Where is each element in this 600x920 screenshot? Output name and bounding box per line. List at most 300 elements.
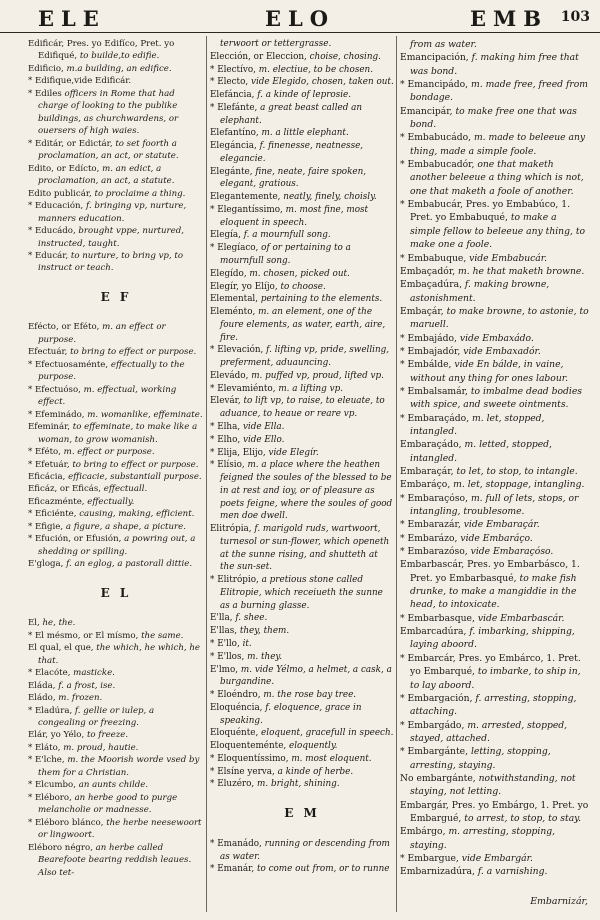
dictionary-entry <box>400 825 590 852</box>
entry-definition: m. most fine, most eloquent in speech. <box>220 204 369 228</box>
entry-headword: * Elcumbo, <box>28 780 76 791</box>
entry-definition: the which, he which, he that. <box>38 643 200 666</box>
entry-definition: letting, stopping, arresting, staying. <box>410 746 551 771</box>
dictionary-entry <box>28 742 204 754</box>
dictionary-entry <box>28 792 204 817</box>
entry-definition: vide Embaráço. <box>460 532 533 544</box>
entry-definition: m. a place where the heathen feigned the soules of the blessed to be in at rest and ioy, or of pleasure as poets feigne, where the soules of good men doe dwell. <box>220 460 393 522</box>
dictionary-entry <box>210 421 394 434</box>
entry-headword: Elár, yo Yélo, <box>28 730 85 741</box>
entry-headword: * Emancipádo, <box>400 79 469 91</box>
dictionary-entry <box>28 38 204 63</box>
dictionary-entry <box>210 740 394 753</box>
entry-definition: one that maketh another beleeue a thing which is not, one that maketh a foole of another. <box>410 159 584 197</box>
dictionary-entry <box>400 772 590 799</box>
entry-headword: * Embálde, <box>400 359 452 371</box>
dictionary-entry <box>400 558 590 611</box>
entry-headword: * Embargánte, <box>400 746 469 758</box>
dictionary-entry <box>400 532 590 545</box>
dictionary-entry <box>400 799 590 826</box>
entry-headword: * E'llos, <box>210 651 245 662</box>
entry-definition: m. puffed vp, proud, lifted vp. <box>251 370 384 381</box>
entry-definition: m.a building, an edifice. <box>66 63 172 74</box>
entry-definition: neatly, finely, choisly. <box>283 192 377 203</box>
dictionary-entry <box>28 321 204 346</box>
dictionary-entry <box>210 459 394 523</box>
entry-headword: Elegantemente, <box>210 192 281 203</box>
entry-headword: Eláda, <box>28 680 56 691</box>
section-heading: E F <box>100 289 132 304</box>
dictionary-entry <box>400 865 590 878</box>
entry-headword: * Embaraçóso, <box>400 492 469 504</box>
section-heading: E L <box>100 585 132 600</box>
entry-headword: El, <box>28 618 40 629</box>
dictionary-entry <box>210 140 394 166</box>
entry-definition: vide Ello. <box>243 434 285 445</box>
entry-headword: * Elevamiénto, <box>210 383 276 394</box>
dictionary-entry <box>400 492 590 519</box>
entry-headword: * Electo, <box>210 77 249 88</box>
entry-headword: * E'lche, <box>28 755 65 766</box>
dictionary-entry <box>400 719 590 746</box>
entry-definition: to freeze. <box>86 730 129 741</box>
entry-headword: * Efectuosaménte, <box>28 359 109 370</box>
entry-headword: * Embarazóso, <box>400 546 468 558</box>
entry-definition: vide En bálde, in vaine, without any thing for ones labour. <box>410 359 569 384</box>
dictionary-entry <box>400 252 590 265</box>
dictionary-entry <box>210 638 394 651</box>
entry-headword: Embaráço, <box>400 479 451 491</box>
dictionary-entry <box>28 667 204 679</box>
dictionary-entry <box>28 384 204 409</box>
dictionary-entry <box>28 359 204 384</box>
entry-definition: to effeminate, to make like a woman, to grow womanish. <box>38 422 198 445</box>
dictionary-entry <box>210 612 394 625</box>
dictionary-entry <box>210 51 394 64</box>
entry-definition: terwoort or tettergrasse. <box>220 39 332 49</box>
dictionary-entry <box>400 105 590 132</box>
dictionary-entry <box>28 842 204 879</box>
entry-headword: * Eléboro blánco, <box>28 817 104 828</box>
dictionary-entry <box>210 863 394 876</box>
entry-definition: he, the. <box>42 618 76 629</box>
entry-definition: m. letted, stopped, intangled. <box>410 439 552 464</box>
entry-headword: * Edifique,vide Edificár. <box>28 76 132 87</box>
entry-headword: Eleménto, <box>210 307 256 318</box>
entry-definition: effectually to the purpose. <box>38 359 185 383</box>
running-head-right: EMB <box>470 6 549 31</box>
entry-definition: brought vppe, nurtured, instructed, taught. <box>38 226 184 249</box>
entry-definition: m. an element, one of the foure elements, as water, earth, aire, fire. <box>220 307 386 343</box>
dictionary-entry <box>400 131 590 158</box>
dictionary-entry <box>28 163 204 188</box>
entry-definition: f. a kinde of leprosie. <box>257 90 352 101</box>
dictionary-entry <box>28 459 204 471</box>
entry-definition: it. <box>242 638 252 649</box>
entry-headword: * Embarazár, <box>400 519 461 531</box>
entry-definition: effectuall. <box>103 484 148 495</box>
entry-definition: vide Embaraçár. <box>463 519 540 531</box>
entry-definition: officers in Rome that had charge of looking to the publike buildings, as churchwardens, or ouersers of high waies. <box>38 88 179 137</box>
dictionary-entry <box>28 88 204 138</box>
dictionary-entry <box>28 533 204 558</box>
dictionary-entry <box>400 438 590 465</box>
entry-definition: m. effect or purpose. <box>63 447 155 458</box>
entry-definition: pertaining to the elements. <box>260 294 383 305</box>
entry-headword: El qual, el que, <box>28 643 94 654</box>
dictionary-entry <box>210 229 394 242</box>
entry-headword: Efeminár, <box>28 422 70 433</box>
entry-definition: masticke. <box>73 668 115 679</box>
entry-definition: vide Elegido, chosen, taken out. <box>251 77 394 88</box>
dictionary-entry <box>210 64 394 77</box>
entry-headword: Edito publicár, <box>28 188 92 199</box>
dictionary-entry <box>28 63 204 75</box>
entry-headword: Elefáncia, <box>210 90 255 101</box>
dictionary-entry <box>28 617 204 629</box>
entry-headword: * Efectuóso, <box>28 384 81 395</box>
dictionary-entry <box>400 385 590 412</box>
entry-definition: f. lifting vp, pride, swelling, preferment, aduauncing. <box>220 345 390 369</box>
entry-definition: to nurture, to bring vp, to instruct or teach. <box>38 250 184 274</box>
entry-definition: m. they. <box>247 651 283 662</box>
dictionary-entry <box>28 630 204 642</box>
entry-headword: No embargánte, <box>400 772 476 784</box>
entry-headword: * Embaraçádo, <box>400 412 470 424</box>
dictionary-entry <box>28 346 204 358</box>
dictionary-entry <box>28 817 204 842</box>
entry-definition: vide Embargár. <box>461 852 533 864</box>
entry-definition: causing, making, efficient. <box>79 509 195 520</box>
entry-definition: m. electiue, to be chosen. <box>258 64 374 75</box>
dictionary-entry <box>210 191 394 204</box>
entry-definition: to choose. <box>280 281 326 292</box>
entry-headword: * Elho, <box>210 434 241 445</box>
entry-headword: Emancipár, <box>400 105 453 117</box>
dictionary-column-3 <box>400 38 590 879</box>
entry-headword: Edito, or Edícto, <box>28 163 100 174</box>
entry-headword: * Embalsamár, <box>400 385 468 397</box>
entry-definition: vide Embabucár. <box>469 252 548 264</box>
dictionary-entry <box>28 421 204 446</box>
entry-headword: * Ediles <box>28 88 62 99</box>
entry-definition: to arrest, to stop, to stay. <box>464 812 582 824</box>
entry-definition: an aunts childe. <box>78 780 149 791</box>
entry-definition: to bring to effect or purpose. <box>70 347 197 358</box>
entry-definition: vide Ella. <box>242 421 285 432</box>
dictionary-entry <box>400 478 590 491</box>
entry-headword: Embarbascár, Pres. yo Embarbásco, 1. Pret. yo Embarbasqué, <box>400 559 580 584</box>
dictionary-entry <box>210 242 394 268</box>
entry-definition: f. a varnishing. <box>477 866 548 878</box>
dictionary-entry <box>210 766 394 779</box>
dictionary-entry <box>400 345 590 358</box>
entry-definition: m. let, stopped, intangled. <box>410 412 545 437</box>
entry-definition: m. he that maketh browne. <box>458 265 585 277</box>
dictionary-entry <box>400 652 590 692</box>
entry-headword: * El mésmo, or El mísmo, <box>28 630 139 641</box>
entry-headword: Elegía, <box>210 230 241 241</box>
running-head-left: ELE <box>38 6 106 31</box>
entry-definition: m. frozen. <box>58 693 103 704</box>
entry-headword: Eficazménte, <box>28 496 85 507</box>
entry-definition: m. let, stoppage, intangling. <box>453 479 585 491</box>
dictionary-entry <box>28 75 204 87</box>
entry-headword: Eloquenteménte, <box>210 741 287 752</box>
entry-headword: Edificár, Pres. yo Edifíco, Pret. yo Edifiqué, <box>28 39 175 62</box>
entry-definition: to imbarke, to ship in, to lay aboord. <box>410 666 581 691</box>
entry-headword: Elegír, yo Elíjo, <box>210 281 278 292</box>
entry-headword: Embárgo, <box>400 826 446 838</box>
dictionary-entry <box>400 38 590 51</box>
entry-headword: E'gloga, <box>28 559 64 570</box>
dictionary-entry <box>400 358 590 385</box>
entry-headword: * Elegíaco, <box>210 243 259 254</box>
dictionary-entry <box>28 471 204 483</box>
entry-headword: * Elacóte, <box>28 668 71 679</box>
entry-headword: * Educádo, <box>28 226 76 237</box>
entry-headword: Elemental, <box>210 294 259 305</box>
entry-definition: f. an eglog, a pastorall dittie. <box>66 559 193 570</box>
entry-headword: * Embabucádo, <box>400 132 472 144</box>
entry-headword: * Eléboro, <box>28 792 72 803</box>
entry-definition: m. an effect or purpose. <box>38 322 166 345</box>
dictionary-entry <box>400 305 590 332</box>
entry-definition: to make browne, to astonie, to maruell. <box>410 305 589 331</box>
entry-headword: * Embajadór, <box>400 345 461 357</box>
entry-definition: m. arrested, stopped, stayed, attached. <box>410 719 568 744</box>
dictionary-entry <box>210 625 394 638</box>
entry-definition: to lift vp, to raise, to eleuate, to aduance, to heaue or reare vp. <box>220 396 385 420</box>
entry-definition: m. full of lets, stops, or intangling, troublesome. <box>410 492 579 518</box>
entry-headword: Eloquéncia, <box>210 702 263 713</box>
dictionary-entry <box>210 574 394 612</box>
entry-headword: Eládo, <box>28 693 56 704</box>
entry-headword: Eloquénte, <box>210 728 259 739</box>
entry-headword: Eléboro négro, <box>28 842 93 853</box>
entry-headword: * Embargación, <box>400 692 473 704</box>
dictionary-entry <box>210 281 394 294</box>
dictionary-entry <box>210 447 394 460</box>
entry-definition: to proclaime a thing. <box>94 188 186 199</box>
entry-definition: of or pertaining to a mournfull song. <box>220 243 351 267</box>
entry-definition: to make free one that was bond. <box>410 105 577 131</box>
entry-definition: an herbe called Bearefoote bearing reddish leaues. Also tet- <box>38 842 192 878</box>
entry-headword: Embaraçádo, <box>400 439 462 451</box>
dictionary-entry <box>210 383 394 396</box>
entry-headword: * Elevación, <box>210 345 264 356</box>
dictionary-entry <box>210 76 394 89</box>
dictionary-entry <box>210 651 394 664</box>
dictionary-entry <box>400 545 590 558</box>
entry-headword: * Educár, <box>28 250 69 261</box>
entry-headword: Edificio, <box>28 63 64 74</box>
entry-definition: a powring out, a shedding or spilling. <box>38 534 196 557</box>
entry-headword: * Eláto, <box>28 742 61 753</box>
entry-headword: Embaçadúra, <box>400 279 462 291</box>
dictionary-entry <box>210 306 394 344</box>
running-head <box>0 6 600 33</box>
dictionary-entry <box>28 754 204 779</box>
entry-headword: Elegáncia, <box>210 141 257 152</box>
entry-headword: Elegído, <box>210 268 247 279</box>
dictionary-entry <box>400 412 590 439</box>
entry-definition: f. gellie or iulep, a congealing or freezing. <box>38 705 155 728</box>
dictionary-entry <box>28 779 204 791</box>
dictionary-entry <box>210 344 394 370</box>
page-number: 103 <box>560 9 590 25</box>
entry-headword: E'lla, <box>210 613 233 624</box>
entry-definition: m. a lifting vp. <box>278 383 344 394</box>
entry-definition: f. making browne, astonishment. <box>410 279 550 304</box>
entry-definition: a figure, a shape, a picture. <box>65 521 186 532</box>
entry-headword: Embarnizadúra, <box>400 866 475 878</box>
entry-headword: * Embarbasque, <box>400 612 475 624</box>
entry-headword: E'llas, <box>210 626 238 637</box>
entry-headword: * Elísio, <box>210 460 245 471</box>
dictionary-entry <box>400 332 590 345</box>
entry-definition: f. making him free that was bond. <box>410 52 579 77</box>
entry-definition: f. arresting, stopping, attaching. <box>410 692 577 718</box>
entry-definition: m. proud, hautie. <box>63 742 139 753</box>
dictionary-entry <box>400 612 590 625</box>
entry-headword: Elevár, <box>210 396 241 407</box>
column-rule <box>206 36 207 912</box>
dictionary-entry <box>28 496 204 508</box>
entry-headword: * Elefánte, <box>210 102 258 113</box>
entry-definition: f. marigold ruds, wartwoort, turnesol or sun-flower, which openeth at the sunne rising, and shutteth at the sun-set. <box>220 524 390 573</box>
entry-headword: * Elitrópio, <box>210 575 259 586</box>
catchword: Embarnizár, <box>530 896 588 907</box>
entry-definition: f. bringing vp, nurture, manners education. <box>38 201 187 224</box>
entry-headword: Emancipación, <box>400 52 469 64</box>
dictionary-entry <box>400 78 590 105</box>
dictionary-entry <box>210 102 394 128</box>
entry-headword: * Embabucadór, <box>400 159 475 171</box>
dictionary-entry <box>400 278 590 305</box>
entry-headword: * Eféto, <box>28 447 61 458</box>
entry-definition: notwithstanding, not staying, not letting. <box>410 772 576 798</box>
entry-definition: to builde,to edifie. <box>79 51 160 62</box>
dictionary-entry <box>28 508 204 520</box>
dictionary-entry <box>400 158 590 198</box>
entry-headword: Efectuár, <box>28 347 68 358</box>
dictionary-entry <box>210 664 394 690</box>
dictionary-entry <box>210 395 394 421</box>
entry-definition: to let, to stop, to intangle. <box>456 466 578 477</box>
entry-definition: an herbe good to purge melancholie or madnesse. <box>38 792 178 816</box>
entry-headword: * Editár, or Edictár, <box>28 138 113 149</box>
entry-headword: * Eloquentíssimo, <box>210 753 289 764</box>
entry-definition: vide Embaxadór. <box>463 345 541 357</box>
entry-definition: choise, chosing. <box>309 51 381 62</box>
dictionary-column-1 <box>28 38 204 879</box>
entry-definition: they, them. <box>239 626 290 637</box>
entry-definition: f. finenesse, neatnesse, elegancie. <box>220 141 364 164</box>
dictionary-entry <box>28 680 204 692</box>
entry-definition: the same. <box>141 630 184 641</box>
entry-definition: to set foorth a proclamation, an act, or statute. <box>38 138 179 162</box>
entry-definition: efficacie, substantiall purpose. <box>68 472 202 482</box>
entry-definition: m. chosen, picked out. <box>249 268 350 279</box>
dictionary-entry <box>28 188 204 200</box>
entry-definition: eloquently. <box>289 741 338 752</box>
dictionary-entry <box>28 225 204 250</box>
entry-headword: Eficáz, or Eficás, <box>28 484 102 495</box>
dictionary-entry <box>28 138 204 163</box>
entry-definition: vide Embaraçóso. <box>470 546 554 558</box>
entry-headword: * Elegantíssimo, <box>210 204 283 215</box>
entry-headword: * Embargádo, <box>400 719 465 731</box>
entry-headword: * Efeminádo, <box>28 409 85 420</box>
entry-definition: eloquent, gracefull in speech. <box>261 728 394 739</box>
entry-headword: Embargár, Pres. yo Embárgo, 1. Pret. yo Embargué, <box>400 799 589 824</box>
entry-definition: to come out from, or to runne <box>256 864 390 875</box>
entry-headword: * Electívo, <box>210 64 256 75</box>
dictionary-entry <box>210 268 394 281</box>
dictionary-entry <box>400 745 590 772</box>
dictionary-column-2 <box>210 38 394 876</box>
dictionary-entry <box>28 446 204 458</box>
dictionary-entry <box>400 625 590 652</box>
dictionary-entry <box>400 852 590 865</box>
dictionary-entry <box>210 702 394 728</box>
dictionary-entry <box>400 198 590 251</box>
entry-headword: * Elsíne yerva, <box>210 766 275 777</box>
dictionary-entry <box>210 293 394 306</box>
entry-definition: effectually. <box>87 496 135 507</box>
entry-definition: vide Embarbascár. <box>477 612 565 624</box>
entry-definition: f. a frost, ise. <box>58 680 116 691</box>
entry-headword: Embaçár, <box>400 305 444 317</box>
dictionary-entry <box>400 518 590 531</box>
dictionary-entry <box>28 642 204 667</box>
entry-definition: f. imbarking, shipping, laying aboord. <box>410 626 575 651</box>
entry-headword: Elefantíno, <box>210 128 259 139</box>
dictionary-entry <box>28 521 204 533</box>
dictionary-entry <box>210 166 394 192</box>
entry-definition: m. most eloquent. <box>291 753 372 764</box>
dictionary-entry <box>28 729 204 741</box>
entry-definition: running or descending from as water. <box>220 838 390 862</box>
entry-headword: * Embabuque, <box>400 252 467 264</box>
dictionary-entry <box>400 465 590 478</box>
entry-definition: m. vide Yélmo, a helmet, a cask, a burgandine. <box>220 664 392 688</box>
dictionary-entry <box>210 204 394 230</box>
entry-definition: m. effectual, working effect. <box>38 384 177 408</box>
entry-headword: Eficácia, <box>28 472 66 482</box>
entry-headword: * Efetuár, <box>28 459 70 470</box>
entry-headword: * Embabucár, Pres. yo Embabúco, 1. Pret. yo Embabuqué, <box>400 199 571 224</box>
entry-headword: Elegánte, <box>210 166 253 177</box>
entry-definition: m. made free, freed from bondage. <box>410 79 589 104</box>
dictionary-entry <box>400 51 590 78</box>
entry-definition: to make fish drunke, to make a mangiddie in the head, to intoxicate. <box>410 572 577 611</box>
entry-headword: * Emanár, <box>210 864 255 875</box>
entry-headword: * Embarázo, <box>400 532 458 544</box>
dictionary-entry <box>210 778 394 791</box>
entry-definition: a pretious stone called Elitropie, which receiueth the sunne as a burning glasse. <box>220 575 383 611</box>
dictionary-entry <box>28 692 204 704</box>
entry-headword: * Elha, <box>210 421 241 432</box>
entry-headword: Embaraçár, <box>400 466 454 477</box>
column-rule <box>396 36 397 912</box>
entry-headword: E'lmo, <box>210 664 239 675</box>
entry-headword: * E'llo, <box>210 638 240 649</box>
entry-definition: a great beast called an elephant. <box>220 102 363 126</box>
dictionary-entry <box>210 727 394 740</box>
running-head-center: ELO <box>265 6 336 31</box>
